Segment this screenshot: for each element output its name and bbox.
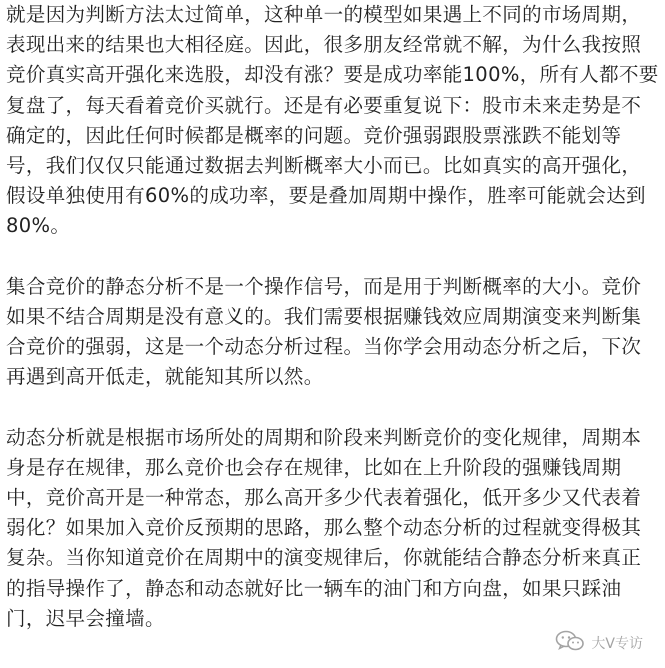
paragraph-gap — [6, 392, 661, 422]
text-line: 就是因为判断方法太过简单，这种单一的模型如果遇上不同的市场周期， — [6, 3, 642, 26]
paragraph-gap — [6, 242, 661, 272]
text-line: 合竞价的强弱，这是一个动态分析过程。当你学会用动态分析之后，下次 — [6, 335, 642, 359]
text-line: 复杂。当你知道竞价在周期中的演变规律后，你就能结合静态分析来真正 — [6, 546, 642, 570]
text-line: 确定的，因此任何时候都是概率的问题。竞价强弱跟股票涨跌不能划等 — [6, 123, 622, 147]
text-line: 弱化？如果加入竞价反预期的思路，那么整个动态分析的过程就变得极其 — [6, 516, 642, 540]
watermark-label: 大V专访 — [591, 636, 643, 652]
text-line: 身是存在规律，那么竞价也会存在规律，比如在上升阶段的强赚钱周期 — [6, 455, 622, 479]
paragraph-2 — [6, 272, 661, 393]
text-line: 号，我们仅仅只能通过数据去判断概率大小而已。比如真实的高开强化， — [6, 153, 642, 177]
text-line: 动态分析就是根据市场所处的周期和阶段来判断竞价的变化规律，周期本 — [6, 425, 642, 449]
paragraph-1 — [6, 0, 661, 242]
text-line: 复盘了，每天看着竞价买就行。还是有必要重复说下：股市未来走势是不 — [6, 93, 642, 117]
text-line: 假设单独使用有60%的成功率，要是叠加周期中操作，胜率可能就会达到 — [6, 184, 646, 208]
paragraph-3 — [6, 423, 661, 634]
text-line: 的指导操作了，静态和动态就好比一辆车的油门和方向盘，如果只踩油 — [6, 576, 622, 600]
text-line: 80%。 — [6, 214, 71, 238]
text-line: 竞价真实高开强化来选股，却没有涨？要是成功率能100%，所有人都不要 — [6, 63, 659, 87]
text-line: 如果不结合周期是没有意义的。我们需要根据赚钱效应周期演变来判断集 — [6, 304, 642, 328]
text-line: 表现出来的结果也大相径庭。因此，很多朋友经常就不解，为什么我按照 — [6, 33, 642, 57]
text-line: 中，竞价高开是一种常态，那么高开多少代表着强化，低开多少又代表着 — [6, 486, 642, 509]
wechat-icon — [555, 630, 585, 656]
text-line: 再遇到高开低走，就能知其所以然。 — [6, 365, 324, 389]
text-line: 门，迟早会撞墙。 — [6, 606, 165, 630]
watermark — [555, 630, 643, 656]
text-line: 集合竞价的静态分析不是一个操作信号，而是用于判断概率的大小。竞价 — [6, 274, 642, 298]
